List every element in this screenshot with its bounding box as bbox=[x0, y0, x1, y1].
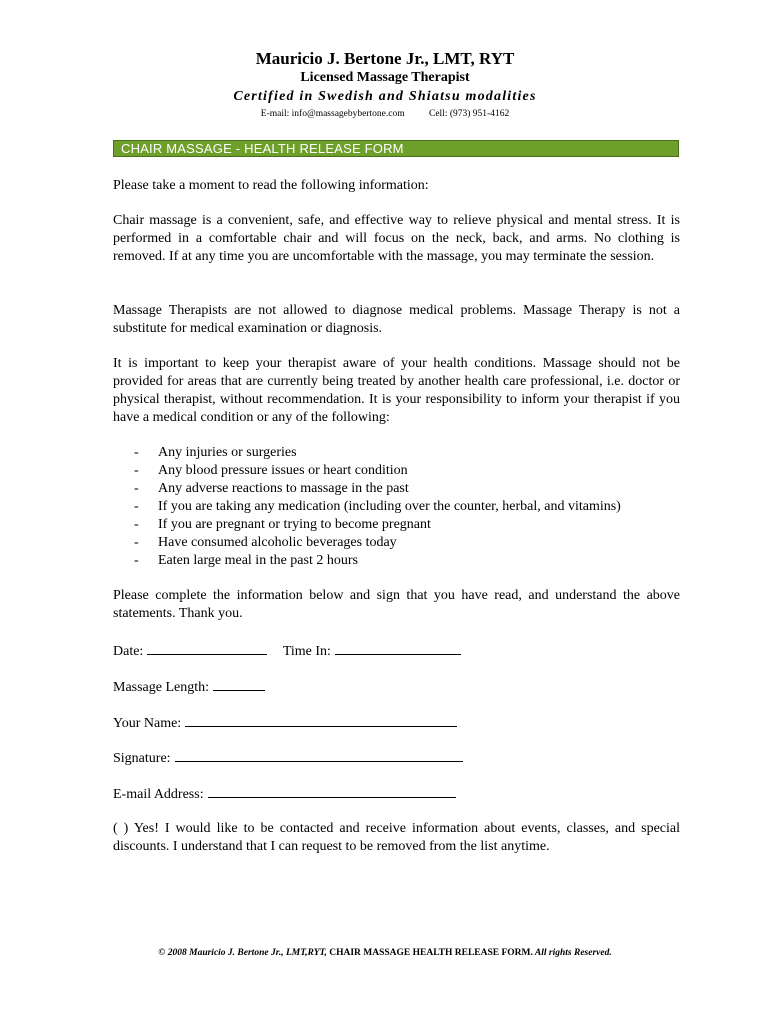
paragraph-diagnosis: Massage Therapists are not allowed to diagnose medical problems. Massage Therapy is not a substitute for medical examination or diagnosis. bbox=[113, 303, 680, 336]
email-address-blank[interactable] bbox=[208, 784, 456, 798]
license-title: Licensed Massage Therapist bbox=[300, 70, 470, 85]
list-item: - Eaten large meal in the past 2 hours bbox=[134, 553, 358, 568]
list-item: - If you are pregnant or trying to become pregnant bbox=[134, 517, 431, 532]
therapist-name: Mauricio J. Bertone Jr., LMT, RYT bbox=[255, 49, 515, 68]
form-title-banner: CHAIR MASSAGE - HEALTH RELEASE FORM bbox=[113, 140, 679, 157]
list-item: - If you are taking any medication (including over the counter, herbal, and vitamins) bbox=[134, 499, 621, 514]
list-item: - Have consumed alcoholic beverages today bbox=[134, 535, 397, 550]
time-in-label: Time In: bbox=[282, 644, 331, 659]
signature-blank[interactable] bbox=[175, 748, 463, 762]
contact-line bbox=[0, 109, 770, 119]
paragraph-chair-massage: Chair massage is a convenient, safe, and effective way to relieve physical and mental stress. It is performed in a comfortable chair and will focus on the neck, back, and arms. No clothing is removed. If at any time you are uncomfortable with the massage, you may terminate the session. bbox=[113, 213, 680, 264]
email-address-row bbox=[113, 784, 456, 804]
footer-rights: All rights Reserved. bbox=[534, 948, 612, 958]
your-name-row bbox=[113, 713, 457, 733]
your-name-blank[interactable] bbox=[185, 713, 457, 727]
contact-cell: Cell: (973) 951-4162 bbox=[428, 109, 510, 119]
paragraph-health-conditions: It is important to keep your therapist aware of your health conditions. Massage should not be provided for areas that are currently being treated by another health care professional, i.e. doctor or physical therapist, without recommendation. It is your responsibility to inform your therapist if you have a medical condition or any of the following: bbox=[113, 356, 680, 425]
footer-copyright-text: © 2008 Mauricio J. Bertone Jr., LMT,RYT, bbox=[158, 948, 327, 958]
date-time-row bbox=[113, 641, 461, 661]
list-item: - Any blood pressure issues or heart condition bbox=[134, 463, 408, 478]
date-blank[interactable] bbox=[147, 641, 267, 655]
massage-length-blank[interactable] bbox=[213, 677, 265, 691]
conditions-list bbox=[113, 444, 680, 570]
contact-optin-text[interactable]: ( ) Yes! I would like to be contacted and receive information about events, classes, and special discounts. I understand that I can request to be removed from the list anytime. bbox=[113, 821, 680, 854]
footer-form-name: CHAIR MASSAGE HEALTH RELEASE FORM. bbox=[329, 948, 533, 958]
list-item: - Any adverse reactions to massage in the past bbox=[134, 481, 409, 496]
intro-text: Please take a moment to read the following information: bbox=[113, 178, 429, 193]
closing-text: Please complete the information below and sign that you have read, and understand the above statements. Thank you. bbox=[113, 588, 680, 621]
contact-email: E-mail: info@massagebybertone.com bbox=[260, 109, 405, 119]
email-address-label: E-mail Address: bbox=[113, 787, 204, 802]
time-in-blank[interactable] bbox=[335, 641, 461, 655]
massage-length-row bbox=[113, 677, 265, 697]
massage-length-label: Massage Length: bbox=[113, 680, 210, 695]
your-name-label: Your Name: bbox=[113, 716, 182, 731]
footer-copyright bbox=[0, 948, 770, 958]
list-item: - Any injuries or surgeries bbox=[134, 445, 297, 460]
signature-label: Signature: bbox=[113, 751, 171, 766]
signature-row bbox=[113, 748, 463, 768]
date-label: Date: bbox=[113, 644, 144, 659]
certification-line: Certified in Swedish and Shiatsu modalities bbox=[233, 89, 537, 104]
